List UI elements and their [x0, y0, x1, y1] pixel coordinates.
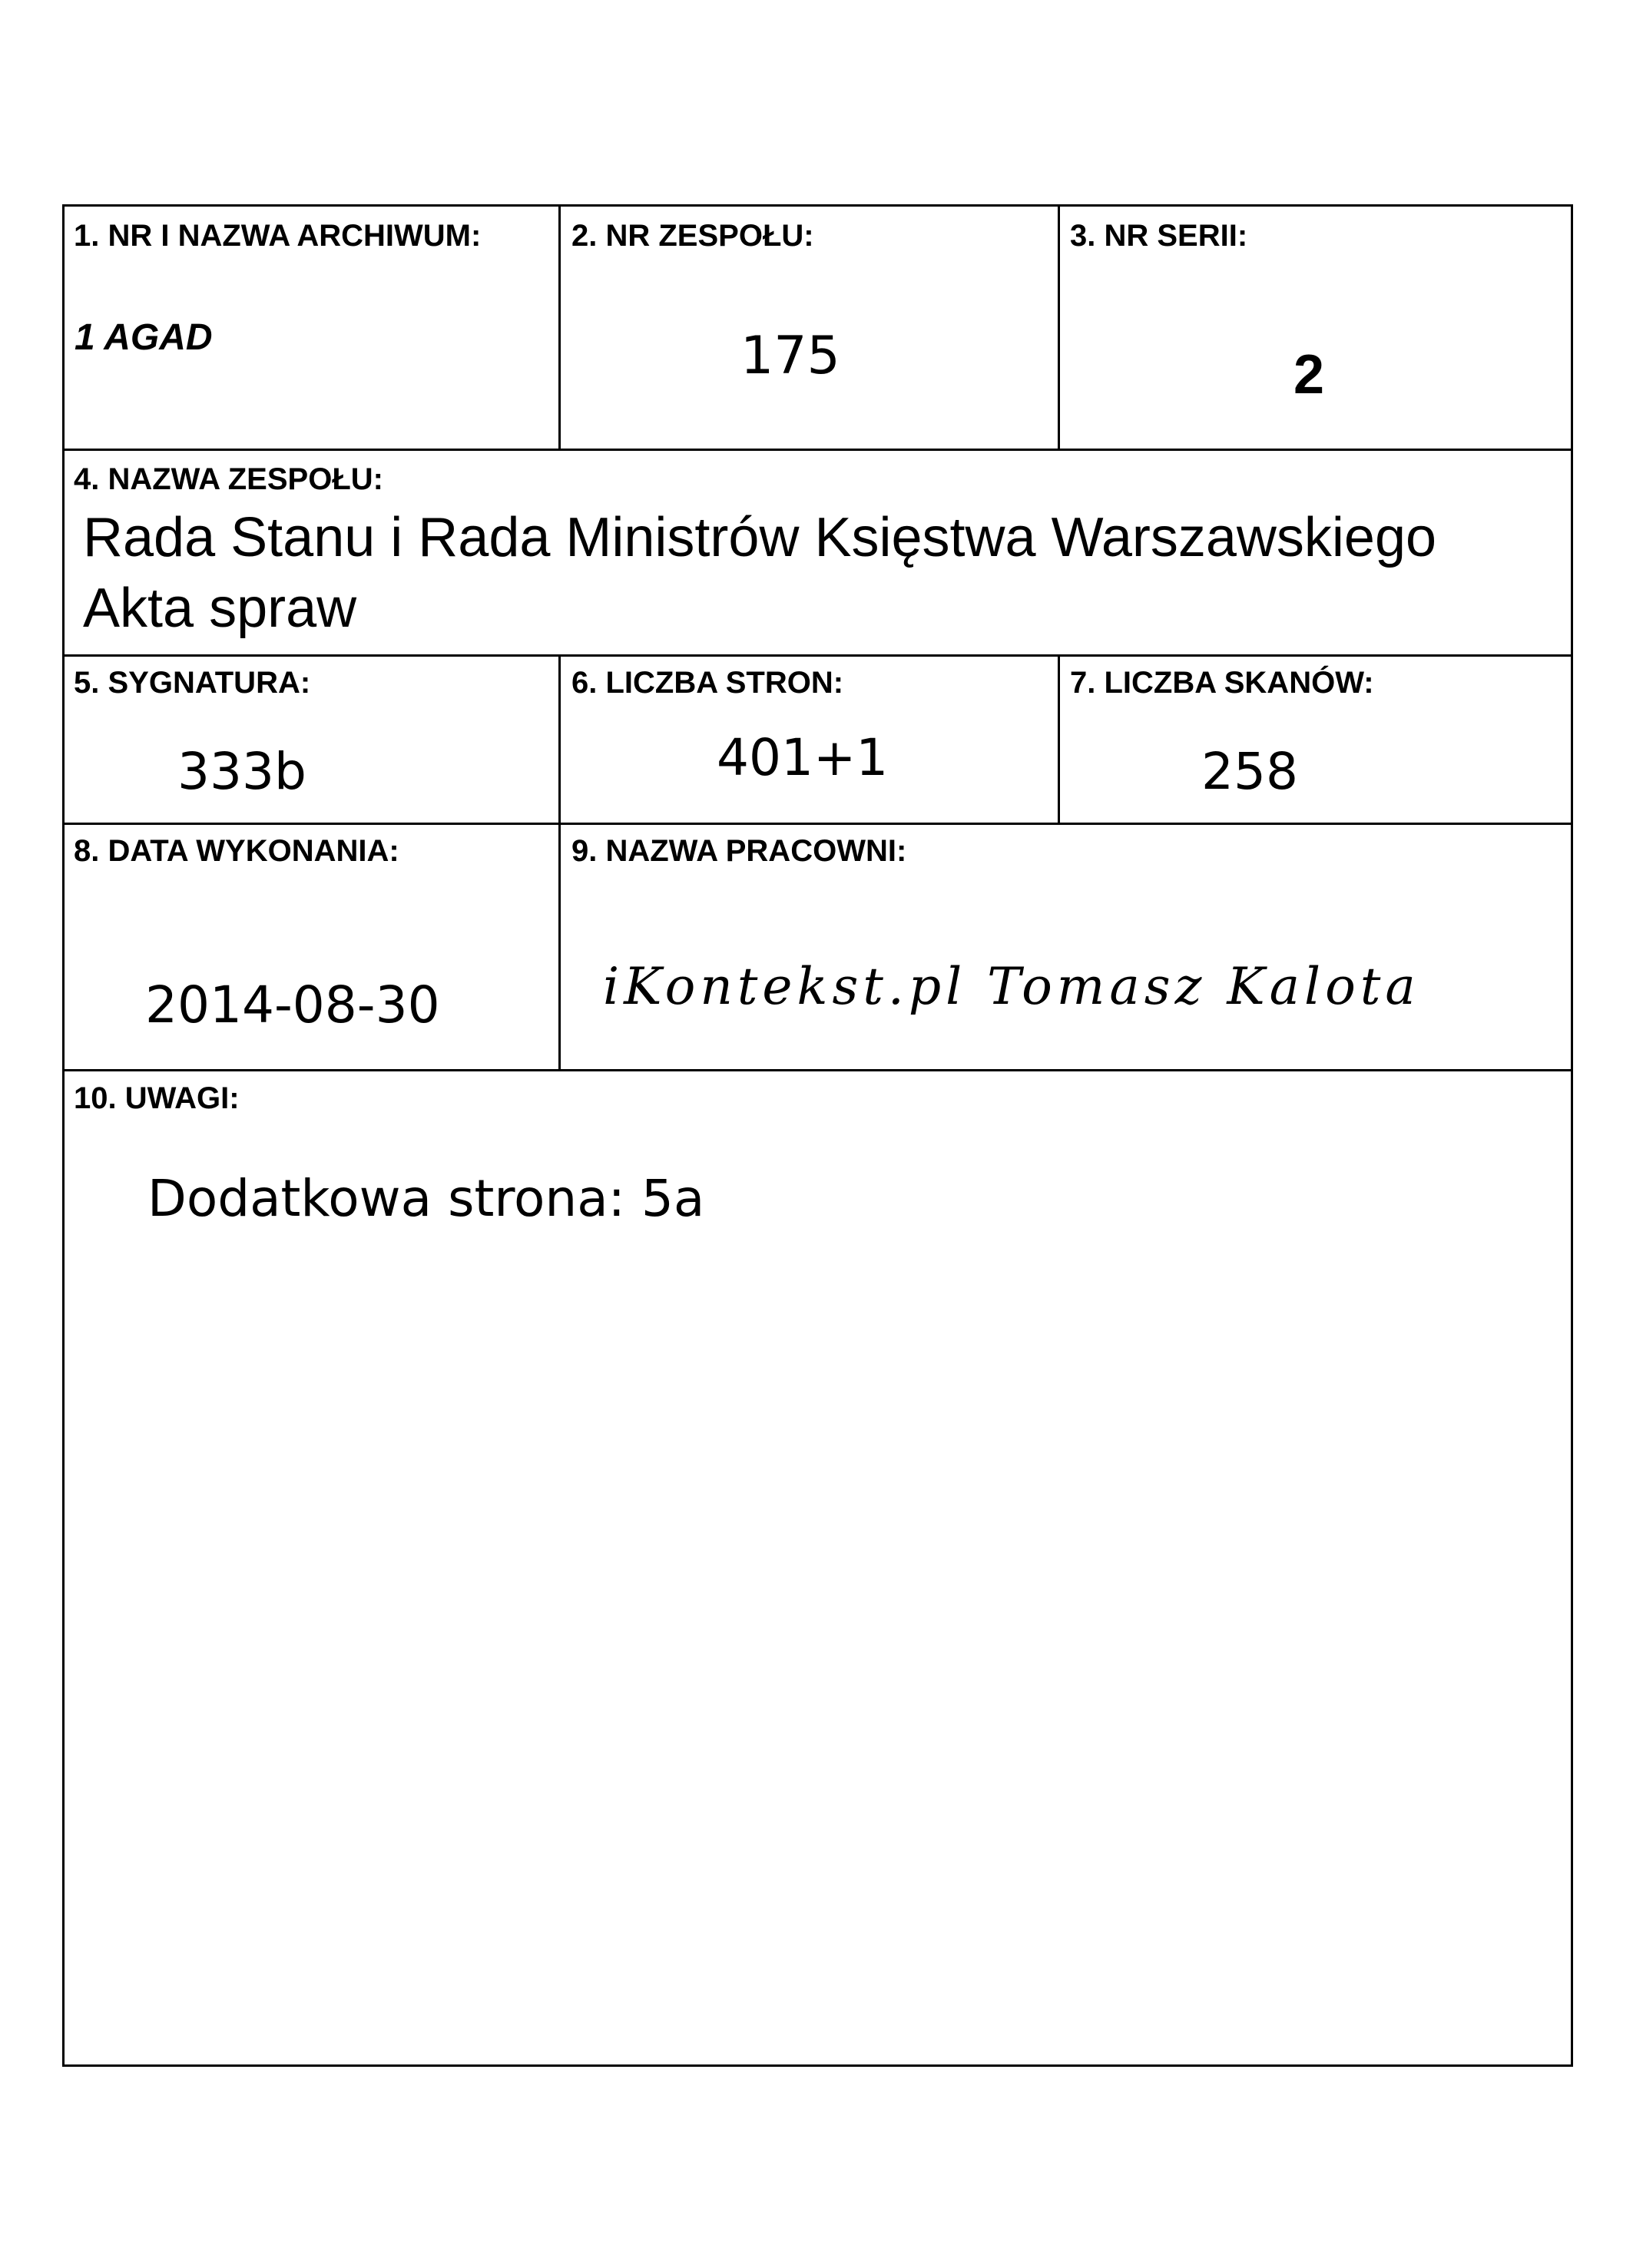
series-number-value: 2 — [1293, 344, 1325, 406]
scan-count-value: 258 — [1201, 742, 1298, 801]
workshop-name-label: 9. NAZWA PRACOWNI: — [571, 834, 907, 868]
column-divider — [558, 823, 561, 1070]
scan-count-label: 7. LICZBA SKANÓW: — [1070, 666, 1374, 700]
archive-label: 1. NR I NAZWA ARCHIWUM: — [74, 219, 482, 253]
column-divider — [1058, 204, 1060, 449]
fonds-number-value: 175 — [740, 326, 840, 386]
row-divider — [62, 449, 1573, 451]
column-divider — [558, 654, 561, 823]
archive-metadata-form — [62, 204, 1573, 2067]
fonds-number-label: 2. NR ZESPOŁU: — [571, 219, 814, 253]
column-divider — [558, 204, 561, 449]
archive-value: 1 AGAD — [75, 317, 213, 358]
form-border-top — [62, 204, 1573, 207]
signature-label: 5. SYGNATURA: — [74, 666, 311, 700]
form-border-left — [62, 204, 65, 2067]
column-divider — [1058, 654, 1060, 823]
signature-value: 333b — [177, 742, 306, 801]
form-border-bottom — [62, 2064, 1573, 2067]
form-border-right — [1571, 204, 1573, 2067]
fonds-name-value-line2: Akta spraw — [83, 578, 357, 639]
workshop-name-value: iKontekst.pl Tomasz Kalota — [603, 957, 1420, 1016]
remarks-label: 10. UWAGI: — [74, 1081, 240, 1115]
row-divider — [62, 654, 1573, 657]
page-count-value: 401+1 — [717, 728, 889, 787]
execution-date-value: 2014-08-30 — [145, 975, 440, 1035]
row-divider — [62, 1069, 1573, 1071]
fonds-name-label: 4. NAZWA ZESPOŁU: — [74, 462, 383, 496]
remarks-value: Dodatkowa strona: 5a — [147, 1169, 705, 1228]
fonds-name-value-line1: Rada Stanu i Rada Ministrów Księstwa Warszawskiego — [83, 507, 1437, 568]
page-count-label: 6. LICZBA STRON: — [571, 666, 844, 700]
execution-date-label: 8. DATA WYKONANIA: — [74, 834, 399, 868]
series-number-label: 3. NR SERII: — [1070, 219, 1248, 253]
row-divider — [62, 823, 1573, 825]
